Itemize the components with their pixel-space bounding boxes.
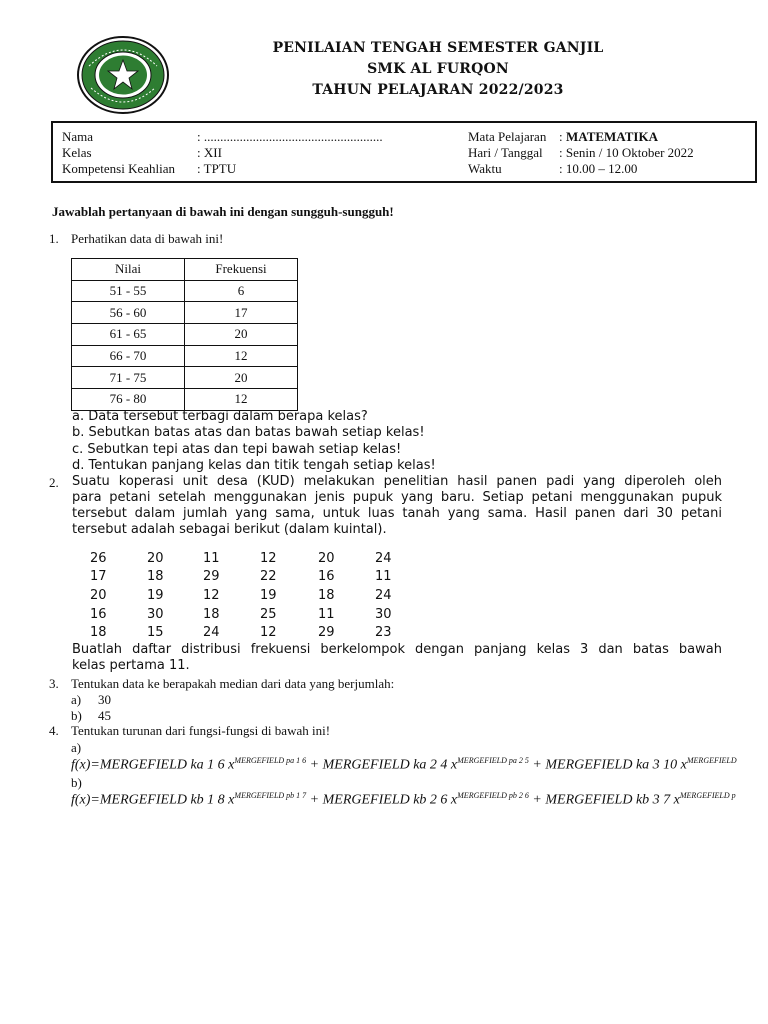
q2-closing-2: kelas pertama 11. xyxy=(72,658,190,673)
mapel-label: Mata Pelajaran xyxy=(468,129,547,144)
harvest-value: 11 xyxy=(375,569,392,584)
formula-b-lhs: f(x)= xyxy=(71,792,100,808)
harvest-value: 22 xyxy=(260,569,277,584)
harvest-value: 19 xyxy=(260,588,277,603)
formula-b-exp3: MERGEFIELD p xyxy=(679,791,736,800)
header-frekuensi: Frekuensi xyxy=(185,259,298,281)
formula-a-exp2: MERGEFIELD pa 2 5 xyxy=(457,756,529,765)
formula-a-term1: MERGEFIELD ka 1 6 x xyxy=(99,757,235,773)
cell-nilai: 61 - 65 xyxy=(72,324,185,346)
q3-option-b-value: 45 xyxy=(98,708,111,723)
table-row xyxy=(72,280,298,302)
formula-a xyxy=(71,756,768,774)
formula-b-term3: + MERGEFIELD kb 3 7 x xyxy=(532,792,680,808)
harvest-value: 24 xyxy=(203,625,220,640)
harvest-value: 16 xyxy=(90,607,107,622)
cell-nilai: 66 - 70 xyxy=(72,345,185,367)
q3-option-b-label: b) xyxy=(71,708,82,723)
harvest-value: 20 xyxy=(318,551,335,566)
harvest-value: 11 xyxy=(203,551,220,566)
header-nilai: Nilai xyxy=(72,259,185,281)
harvest-value: 23 xyxy=(375,625,392,640)
harvest-value: 18 xyxy=(318,588,335,603)
formula-b-exp1: MERGEFIELD pb 1 7 xyxy=(234,791,307,800)
harvest-value: 29 xyxy=(203,569,220,584)
harvest-value: 18 xyxy=(147,569,164,584)
kelas-value: : XII xyxy=(197,145,222,160)
formula-a-exp3: MERGEFIELD xyxy=(686,756,737,765)
harvest-value: 25 xyxy=(260,607,277,622)
harvest-value: 17 xyxy=(90,569,107,584)
q2-line-3: tersebut dalam jumlah yang sama, untuk luas tanah yang sama. Hasil panen dari 30 petani xyxy=(72,506,722,521)
q3-text: Tentukan data ke berapakah median dari data yang berjumlah: xyxy=(71,676,395,691)
mapel-colon: : xyxy=(559,129,563,144)
q4-text: Tentukan turunan dari fungsi-fungsi di bawah ini! xyxy=(71,723,331,738)
q3-option-a-label: a) xyxy=(71,692,82,707)
cell-frekuensi: 20 xyxy=(185,367,298,389)
harvest-value: 24 xyxy=(375,551,392,566)
harvest-value: 18 xyxy=(203,607,220,622)
cell-frekuensi: 12 xyxy=(185,345,298,367)
harvest-value: 12 xyxy=(260,625,277,640)
q1-sub-c: c. Sebutkan tepi atas dan tepi bawah setiap kelas! xyxy=(72,442,402,457)
harvest-value: 30 xyxy=(147,607,164,622)
formula-b-term2: + MERGEFIELD kb 2 6 x xyxy=(309,792,458,808)
q3-option-a-value: 30 xyxy=(98,692,111,707)
cell-nilai: 71 - 75 xyxy=(72,367,185,389)
q4-part-b-label: b) xyxy=(71,775,82,790)
formula-a-exp1: MERGEFIELD pa 1 6 xyxy=(234,756,307,765)
harvest-value: 30 xyxy=(375,607,392,622)
hari-value: : Senin / 10 Oktober 2022 xyxy=(559,145,694,160)
harvest-value: 15 xyxy=(147,625,164,640)
harvest-value: 16 xyxy=(318,569,335,584)
table-row xyxy=(72,389,298,411)
waktu-label: Waktu xyxy=(468,161,502,176)
q4-part-a-label: a) xyxy=(71,740,82,755)
harvest-value: 29 xyxy=(318,625,335,640)
q1-sub-a: a. Data tersebut terbagi dalam berapa kelas? xyxy=(72,409,368,424)
cell-frekuensi: 6 xyxy=(185,280,298,302)
q2-line-4: tersebut adalah sebagai berikut (dalam kuintal). xyxy=(72,522,387,537)
nama-label: Nama xyxy=(62,129,94,144)
q3-number: 3. xyxy=(49,676,59,691)
table-row xyxy=(72,367,298,389)
cell-frekuensi: 17 xyxy=(185,302,298,324)
harvest-value: 19 xyxy=(147,588,164,603)
waktu-value: : 10.00 – 12.00 xyxy=(559,161,638,176)
q1-text: Perhatikan data di bawah ini! xyxy=(71,231,224,246)
cell-frekuensi: 12 xyxy=(185,389,298,411)
harvest-value: 12 xyxy=(260,551,277,566)
cell-nilai: 51 - 55 xyxy=(72,280,185,302)
formula-b xyxy=(71,791,768,809)
table-header-row xyxy=(72,259,298,281)
harvest-value: 11 xyxy=(318,607,335,622)
harvest-value: 18 xyxy=(90,625,107,640)
harvest-value: 20 xyxy=(90,588,107,603)
formula-b-term1: MERGEFIELD kb 1 8 x xyxy=(99,792,235,808)
q2-line-1: Suatu koperasi unit desa (KUD) melakukan penelitian hasil panen padi yang diperoleh oleh xyxy=(72,474,722,489)
table-row xyxy=(72,302,298,324)
school-name: SMK AL FURQON xyxy=(367,61,509,77)
cell-frekuensi: 20 xyxy=(185,324,298,346)
instruction: Jawablah pertanyaan di bawah ini dengan sungguh-sungguh! xyxy=(52,204,394,219)
q1-sub-d: d. Tentukan panjang kelas dan titik tengah setiap kelas! xyxy=(72,458,436,473)
kelas-label: Kelas xyxy=(62,145,92,160)
formula-a-lhs: f(x)= xyxy=(71,757,100,773)
q2-closing-1: Buatlah daftar distribusi frekuensi berkelompok dengan panjang kelas 3 dan batas bawah xyxy=(72,642,722,657)
formula-a-term3: + MERGEFIELD ka 3 10 x xyxy=(532,757,687,773)
cell-nilai: 56 - 60 xyxy=(72,302,185,324)
q1-number: 1. xyxy=(49,231,59,246)
kompetensi-value: : TPTU xyxy=(197,161,237,176)
table-row xyxy=(72,345,298,367)
exam-title: PENILAIAN TENGAH SEMESTER GANJIL xyxy=(272,40,604,56)
formula-a-term2: + MERGEFIELD ka 2 4 x xyxy=(309,757,458,773)
q2-line-2: para petani setelah menggunakan jenis pupuk yang baru. Setiap petani menggunakan pupuk xyxy=(72,490,722,505)
cell-nilai: 76 - 80 xyxy=(72,389,185,411)
mapel-value: MATEMATIKA xyxy=(566,129,658,144)
q2-number: 2. xyxy=(49,475,59,490)
harvest-value: 20 xyxy=(147,551,164,566)
harvest-value: 24 xyxy=(375,588,392,603)
kompetensi-label: Kompetensi Keahlian xyxy=(62,161,175,176)
frequency-table xyxy=(71,258,298,411)
harvest-value: 26 xyxy=(90,551,107,566)
hari-label: Hari / Tanggal xyxy=(468,145,543,160)
academic-year: TAHUN PELAJARAN 2022/2023 xyxy=(312,82,564,98)
formula-b-exp2: MERGEFIELD pb 2 6 xyxy=(457,791,529,800)
q1-sub-b: b. Sebutkan batas atas dan batas bawah setiap kelas! xyxy=(72,425,425,440)
table-row xyxy=(72,324,298,346)
harvest-value: 12 xyxy=(203,588,220,603)
q4-number: 4. xyxy=(49,723,59,738)
nama-field[interactable]: : ....................................................... xyxy=(197,129,383,144)
